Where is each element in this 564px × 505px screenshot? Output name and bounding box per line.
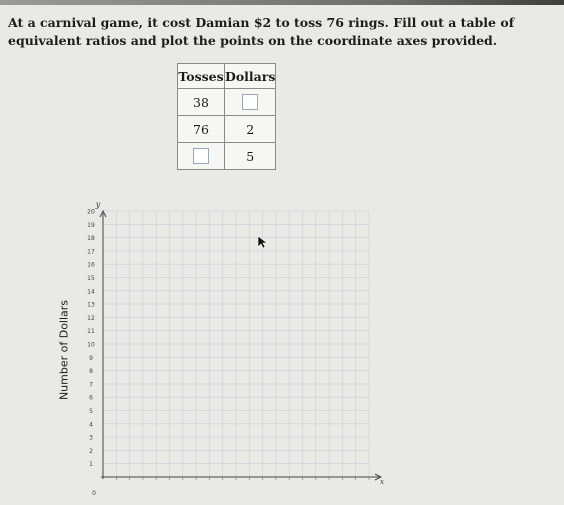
y-tick-label: 1 (89, 461, 93, 469)
y-tick-label: 5 (89, 408, 93, 415)
answer-input-box[interactable] (242, 94, 258, 110)
y-tick-label: 14 (87, 288, 95, 296)
y-tick-label: 11 (87, 328, 95, 336)
y-tick-label: 19 (87, 221, 95, 229)
y-tick-label: 17 (87, 248, 95, 256)
y-tick-label: 20 (87, 208, 95, 216)
y-tick-label: 3 (89, 434, 93, 442)
y-tick-label: 7 (89, 381, 93, 389)
cell-dollars: 2 (225, 116, 276, 143)
mouse-pointer-icon (257, 235, 269, 249)
ratio-table (177, 63, 276, 170)
header-dollars: Dollars (225, 64, 276, 89)
table-row (178, 143, 276, 170)
grid (103, 211, 369, 477)
y-tick-label: 2 (89, 447, 93, 455)
cell-tosses: 38 (178, 89, 225, 116)
y-tick-label: 4 (89, 421, 93, 429)
y-axis-title: Number of Dollars (57, 299, 71, 401)
y-tick-label: 16 (87, 261, 95, 269)
y-tick-label: 15 (87, 275, 95, 282)
answer-input-box[interactable] (193, 148, 209, 164)
table-row (178, 89, 276, 116)
y-axis-symbol: y (95, 200, 101, 209)
y-tick-label: 12 (87, 314, 95, 322)
header-tosses: Tosses (178, 64, 225, 89)
table-header-row (178, 64, 276, 89)
y-tick-label: 9 (89, 354, 93, 362)
cell-dollars-answer[interactable] (225, 89, 276, 116)
y-tick-label: 8 (89, 368, 93, 376)
cell-tosses: 76 (178, 116, 225, 143)
screen-top-edge (0, 0, 564, 5)
x-axis-symbol: x (380, 478, 384, 486)
table-row (178, 116, 276, 143)
y-tick-label: 13 (87, 301, 95, 309)
cell-dollars: 5 (225, 143, 276, 170)
y-tick-label: 10 (87, 341, 95, 349)
y-tick-label: 6 (89, 394, 93, 402)
origin-label: 0 (92, 490, 96, 497)
y-tick-label: 18 (87, 235, 95, 243)
question-text: At a carnival game, it cost Damian $2 to toss 76 rings. Fill out a table of equivalent ratios and plot the points on the coordinate axes provided. (8, 15, 515, 48)
cell-tosses-answer[interactable] (178, 143, 225, 170)
